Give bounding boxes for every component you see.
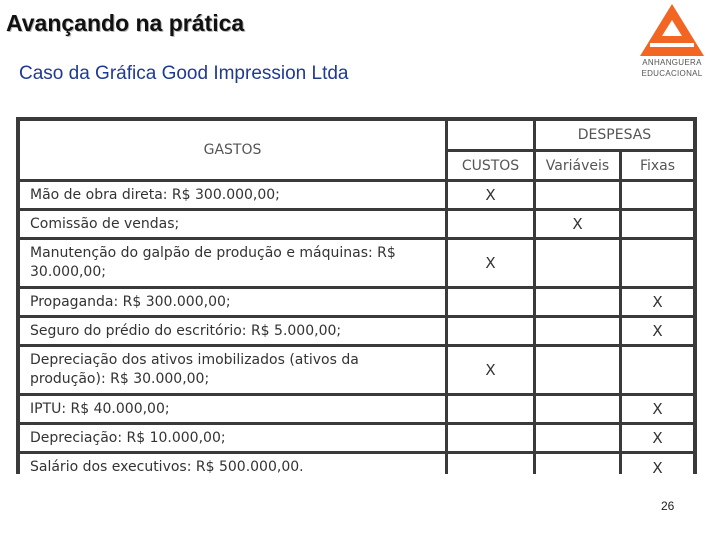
row-label: Depreciação: R$ 10.000,00; <box>20 425 445 451</box>
row-label: Propaganda: R$ 300.000,00; <box>20 289 445 315</box>
row-label: Manutenção do galpão de produção e máquinas: R$ 30.000,00; <box>20 240 445 286</box>
cell-custos <box>448 289 533 315</box>
cell-fixas <box>622 240 693 286</box>
mark-fixas: X <box>622 318 693 344</box>
cell-fixas <box>622 182 693 208</box>
row-label: Depreciação dos ativos imobilizados (ativos da produção): R$ 30.000,00; <box>20 347 445 393</box>
cell-variaveis <box>536 347 619 393</box>
cell-variaveis <box>536 182 619 208</box>
cell-custos <box>448 425 533 451</box>
mark-variaveis: X <box>536 211 619 237</box>
page-number: 26 <box>661 499 675 513</box>
cell-custos <box>448 454 533 481</box>
classification-table <box>16 117 697 477</box>
mark-fixas: X <box>622 425 693 451</box>
cell-custos <box>448 211 533 237</box>
mark-fixas: X <box>622 396 693 422</box>
logo-text-line1: ANHANGUERA <box>642 58 702 67</box>
anhanguera-logo <box>630 0 714 86</box>
mark-custos: X <box>448 240 533 286</box>
cell-variaveis <box>536 240 619 286</box>
logo-text-line2: EDUCACIONAL <box>641 69 703 78</box>
cell-fixas <box>622 347 693 393</box>
cell-variaveis <box>536 396 619 422</box>
header-despesas: DESPESAS <box>536 121 693 149</box>
cell-custos <box>448 318 533 344</box>
cell-custos <box>448 396 533 422</box>
header-custos: CUSTOS <box>448 152 533 179</box>
cell-variaveis <box>536 425 619 451</box>
header-gastos: GASTOS <box>20 121 445 179</box>
cell-variaveis <box>536 318 619 344</box>
mark-fixas: X <box>622 289 693 315</box>
mark-custos: X <box>448 182 533 208</box>
row-label: Salário dos executivos: R$ 500.000,00. <box>20 454 445 481</box>
row-label: Mão de obra direta: R$ 300.000,00; <box>20 182 445 208</box>
row-label: Comissão de vendas; <box>20 211 445 237</box>
mark-custos: X <box>448 347 533 393</box>
header-variaveis: Variáveis <box>536 152 619 179</box>
cell-variaveis <box>536 289 619 315</box>
header-fixas: Fixas <box>622 152 693 179</box>
logo-triangle-icon <box>630 0 714 60</box>
slide-subtitle: Caso da Gráfica Good Impression Ltda <box>19 63 349 84</box>
cell-fixas <box>622 211 693 237</box>
header-custos-blank <box>448 121 533 149</box>
mark-fixas: X <box>622 454 693 481</box>
row-label: Seguro do prédio do escritório: R$ 5.000,00; <box>20 318 445 344</box>
row-label: IPTU: R$ 40.000,00; <box>20 396 445 422</box>
slide-title: Avançando na prática <box>6 10 245 36</box>
cell-variaveis <box>536 454 619 481</box>
